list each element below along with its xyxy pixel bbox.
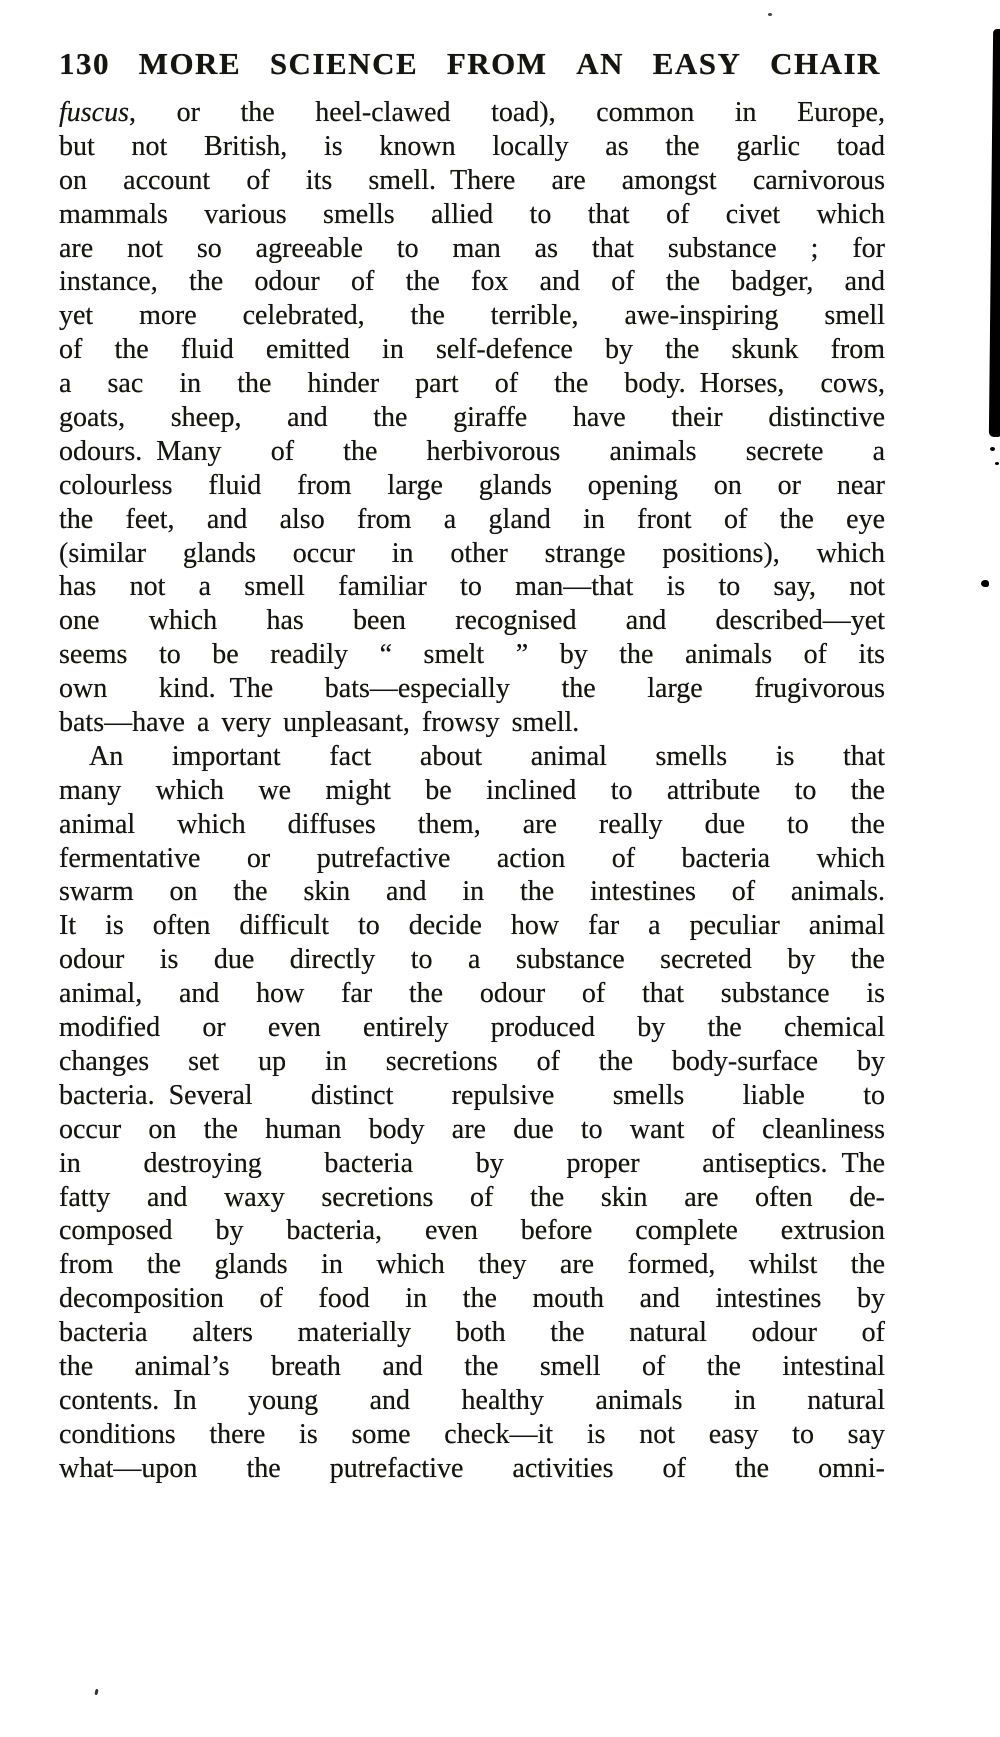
text-line: swarm on the skin and in the intestines of animals. — [59, 876, 885, 908]
text-line: animal which diffuses them, are really due to the — [59, 808, 885, 840]
text-line: are not so agreeable to man as that substance ; for — [59, 232, 885, 264]
scan-artifact-speck — [981, 580, 989, 587]
scan-artifact-speck — [768, 13, 772, 16]
text-line: of the fluid emitted in self-defence by the skunk from — [59, 334, 885, 366]
text-line: modified or even entirely produced by the chemical — [59, 1012, 885, 1044]
text-line: mammals various smells allied to that of civet which — [59, 198, 885, 230]
text-line: many which we might be inclined to attribute to the — [59, 774, 885, 806]
page-number: 130 — [59, 46, 110, 81]
text-line: has not a smell familiar to man—that is to say, not — [59, 571, 885, 603]
scan-artifact-right-edge-bar — [989, 29, 1000, 437]
text-line: odours. Many of the herbivorous animals secrete a — [59, 435, 885, 467]
text-line: fermentative or putrefactive action of bacteria which — [59, 842, 885, 874]
text-line: conditions there is some check—it is not easy to say — [59, 1418, 885, 1450]
text-line: the feet, and also from a gland in front of the eye — [59, 503, 885, 535]
text-line: instance, the odour of the fox and of the badger, and — [59, 266, 885, 298]
text-line: yet more celebrated, the terrible, awe-inspiring smell — [59, 300, 885, 332]
text-line: what—upon the putrefactive activities of the omni- — [59, 1452, 885, 1484]
text-line: An important fact about animal smells is that — [89, 740, 885, 772]
text-line: odour is due directly to a substance secreted by the — [59, 944, 885, 976]
text-line: composed by bacteria, even before complete extrusion — [59, 1215, 885, 1247]
running-head-word: SCIENCE — [269, 46, 419, 81]
text-line: bacteria. Several distinct repulsive smells liable to — [59, 1079, 885, 1111]
text-line: changes set up in secretions of the body-surface by — [59, 1045, 885, 1077]
running-head-word: CHAIR — [770, 46, 881, 81]
text-line: seems to be readily “ smelt ” by the animals of its — [59, 639, 885, 671]
italic-species-name: fuscus — [59, 97, 129, 128]
scan-artifact-speck — [995, 462, 999, 465]
running-head-word: EASY — [652, 46, 742, 81]
text-line: own kind. The bats—especially the large frugivorous — [59, 673, 885, 705]
text-line: bats—have a very unpleasant, frowsy smell. — [59, 707, 580, 739]
text-line: animal, and how far the odour of that substance is — [59, 978, 885, 1010]
running-head-word: FROM — [446, 46, 548, 81]
text-line: one which has been recognised and described—yet — [59, 605, 885, 637]
text-line: fatty and waxy secretions of the skin are often de- — [59, 1181, 885, 1213]
text-line: contents. In young and healthy animals in natural — [59, 1384, 885, 1416]
text-line: decomposition of food in the mouth and intestines by — [59, 1283, 885, 1315]
text-line: (similar glands occur in other strange positions), which — [59, 537, 885, 569]
running-head-word: MORE — [138, 46, 242, 81]
text-line: fuscus, or the heel-clawed toad), common in Europe, — [59, 97, 885, 128]
text-line: the animal’s breath and the smell of the intestinal — [59, 1350, 885, 1382]
text-line: goats, sheep, and the giraffe have their distinctive — [59, 402, 885, 434]
running-head-word: AN — [576, 46, 624, 81]
scan-artifact-speck — [94, 1689, 98, 1695]
text-line: It is often difficult to decide how far a peculiar animal — [59, 910, 885, 942]
text-line: from the glands in which they are formed, whilst the — [59, 1249, 885, 1281]
scan-artifact-speck — [990, 447, 995, 451]
text-line: occur on the human body are due to want of cleanliness — [59, 1113, 885, 1145]
body-text-column — [59, 96, 885, 1486]
text-line: bacteria alters materially both the natural odour of — [59, 1317, 885, 1349]
running-head — [59, 46, 881, 82]
text-line: colourless fluid from large glands opening on or near — [59, 469, 885, 501]
text-line: on account of its smell. There are amongst carnivorous — [59, 164, 885, 196]
text-line: in destroying bacteria by proper antiseptics. The — [59, 1147, 885, 1179]
text-line: a sac in the hinder part of the body. Horses, cows, — [59, 368, 885, 400]
text-line: but not British, is known locally as the garlic toad — [59, 130, 885, 162]
